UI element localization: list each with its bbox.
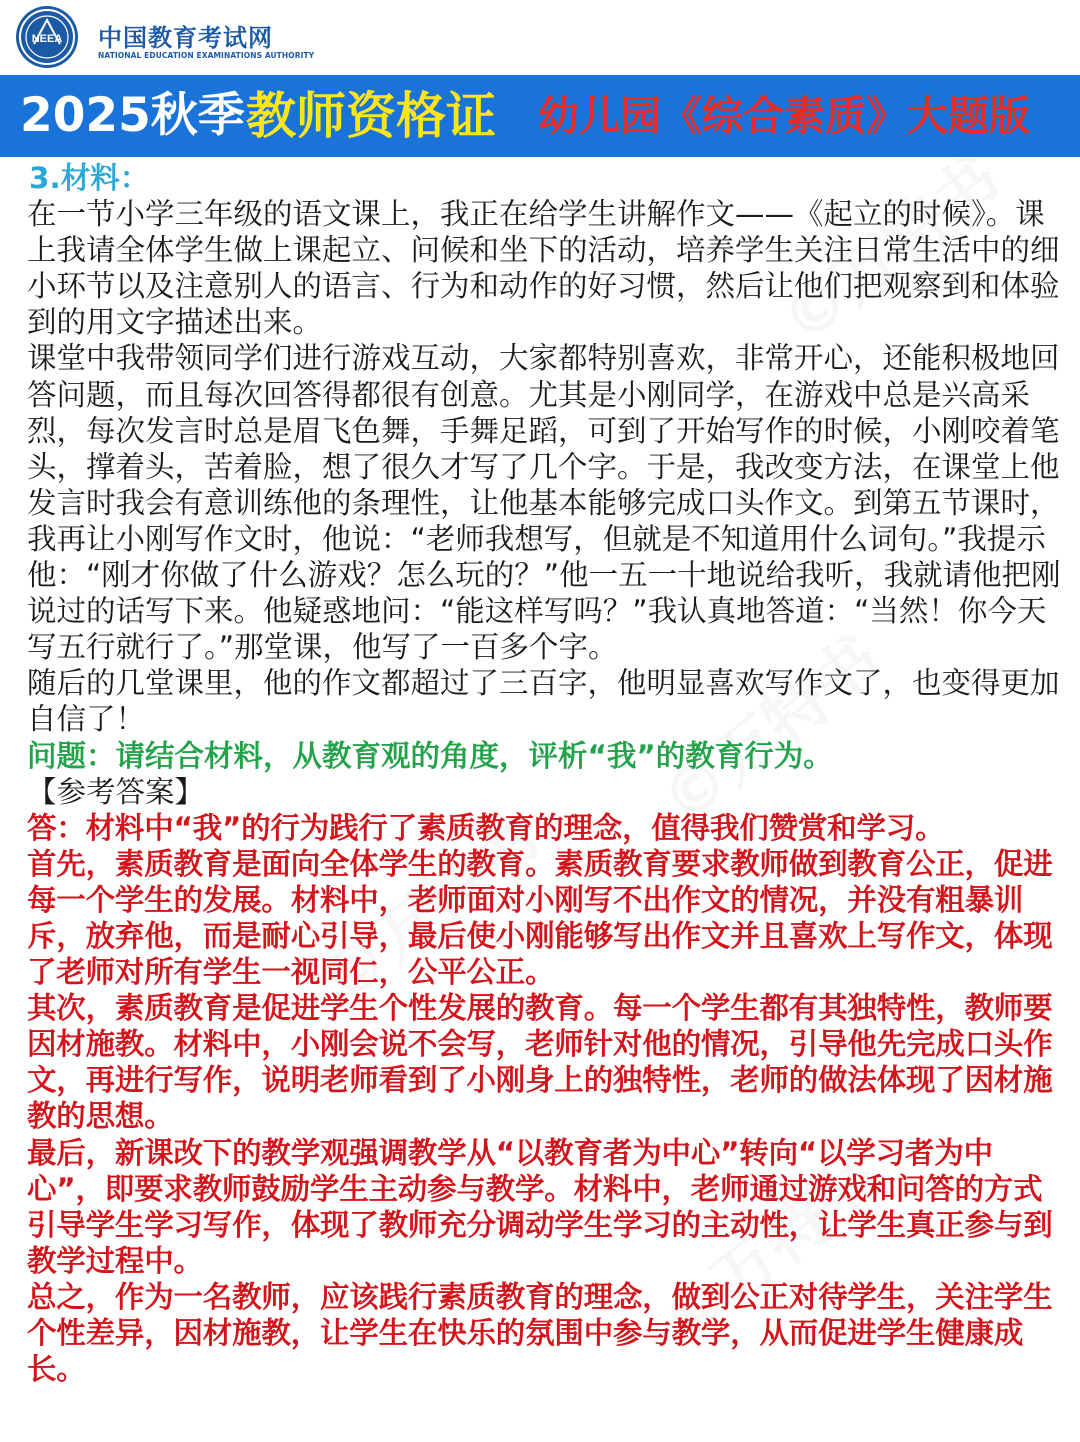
material-paragraph: 随后的几堂课里，他的作文都超过了三百字，他明显喜欢写作文了，也变得更加自信了！ [27, 666, 1060, 737]
logo-text: NEEA [31, 33, 63, 45]
logo-emblem-icon [16, 6, 78, 68]
banner-subtitle: 幼儿园《综合素质》大题版 [538, 92, 1030, 140]
answer-paragraph: 总之，作为一名教师，应该践行素质教育的理念，做到公正对待学生，关注学生个性差异，因材施教，让学生在快乐的氛围中参与教学，从而促进学生健康成长。 [27, 1279, 1053, 1387]
answer-paragraph: 答：材料中“我”的行为践行了素质教育的理念，值得我们赞赏和学习。 [27, 810, 945, 845]
question: 问题：请结合材料，从教育观的角度，评析“我”的教育行为。 [27, 738, 833, 773]
answer-paragraph: 最后，新课改下的教学观强调教学从“以教育者为中心”转向“以学习者为中心”，即要求教师鼓励学生主动参与教学。材料中，老师通过游戏和问答的方式引导学生学习写作，体现了教师充分调动学生学习的主动性，让学生真正参与到教学过程中。 [27, 1135, 1053, 1278]
title-banner [0, 75, 1080, 157]
banner-year-season: 2025秋季 [20, 88, 245, 143]
material-paragraph: 课堂中我带领同学们进行游戏互动，大家都特别喜欢，非常开心，还能积极地回答问题，而且每次回答得都很有创意。尤其是小刚同学，在游戏中总是兴高采烈，每次发言时总是眉飞色舞，手舞足蹈，可到了开始写作的时候，小刚咬着笔头，撑着头，苦着脸，想了很久才写了几个字。于是，我改变方法，在课堂上他发言时我会有意训练他的条理性，让他基本能够完成口头作文。到第五节课时，我再让小刚写作文时，他说：“老师我想写，但就是不知道用什么词句。”我提示他：“刚才你做了什么游戏？怎么玩的？”他一五一十地说给我听，我就请他把刚说过的话写下来。他疑惑地问：“能这样写吗？”我认真地答道：“当然！你今天写五行就行了。”那堂课，他写了一百多个字。 [27, 341, 1061, 665]
neea-logo [16, 6, 78, 68]
reference-answer-label: 【参考答案】 [27, 774, 205, 809]
answer-paragraph: 其次，素质教育是促进学生个性发展的教育。每一个学生都有其独特性，教师要因材施教。材料中，小刚会说不会写，老师针对他的情况，引导他先完成口头作文，再进行写作，说明老师看到了小刚身上的独特性，老师的做法体现了因材施教的思想。 [27, 991, 1053, 1134]
org-name-english: NATIONAL EDUCATION EXAMINATIONS AUTHORITY [98, 51, 315, 60]
header [0, 0, 1080, 75]
org-name: 中国教育考试网 [98, 24, 273, 52]
material-paragraph: 在一节小学三年级的语文课上，我正在给学生讲解作文——《起立的时候》。课上我请全体学生做上课起立、问候和坐下的活动，培养学生关注日常生活中的细小环节以及注意别人的语言、行为和动作的好习惯，然后让他们把观察到和体验到的用文字描述出来。 [27, 197, 1060, 340]
answer-paragraph: 首先，素质教育是面向全体学生的教育。素质教育要求教师做到教育公正，促进每一个学生的发展。材料中，老师面对小刚写不出作文的情况，并没有粗暴训斥，放弃他，而是耐心引导，最后使小刚能够写出作文并且喜欢上写作文，体现了老师对所有学生一视同仁，公平公正。 [27, 846, 1053, 990]
banner-certificate: 教师资格证 [246, 87, 496, 145]
material-label: 3.材料： [29, 161, 150, 195]
document-body [27, 160, 1067, 1387]
